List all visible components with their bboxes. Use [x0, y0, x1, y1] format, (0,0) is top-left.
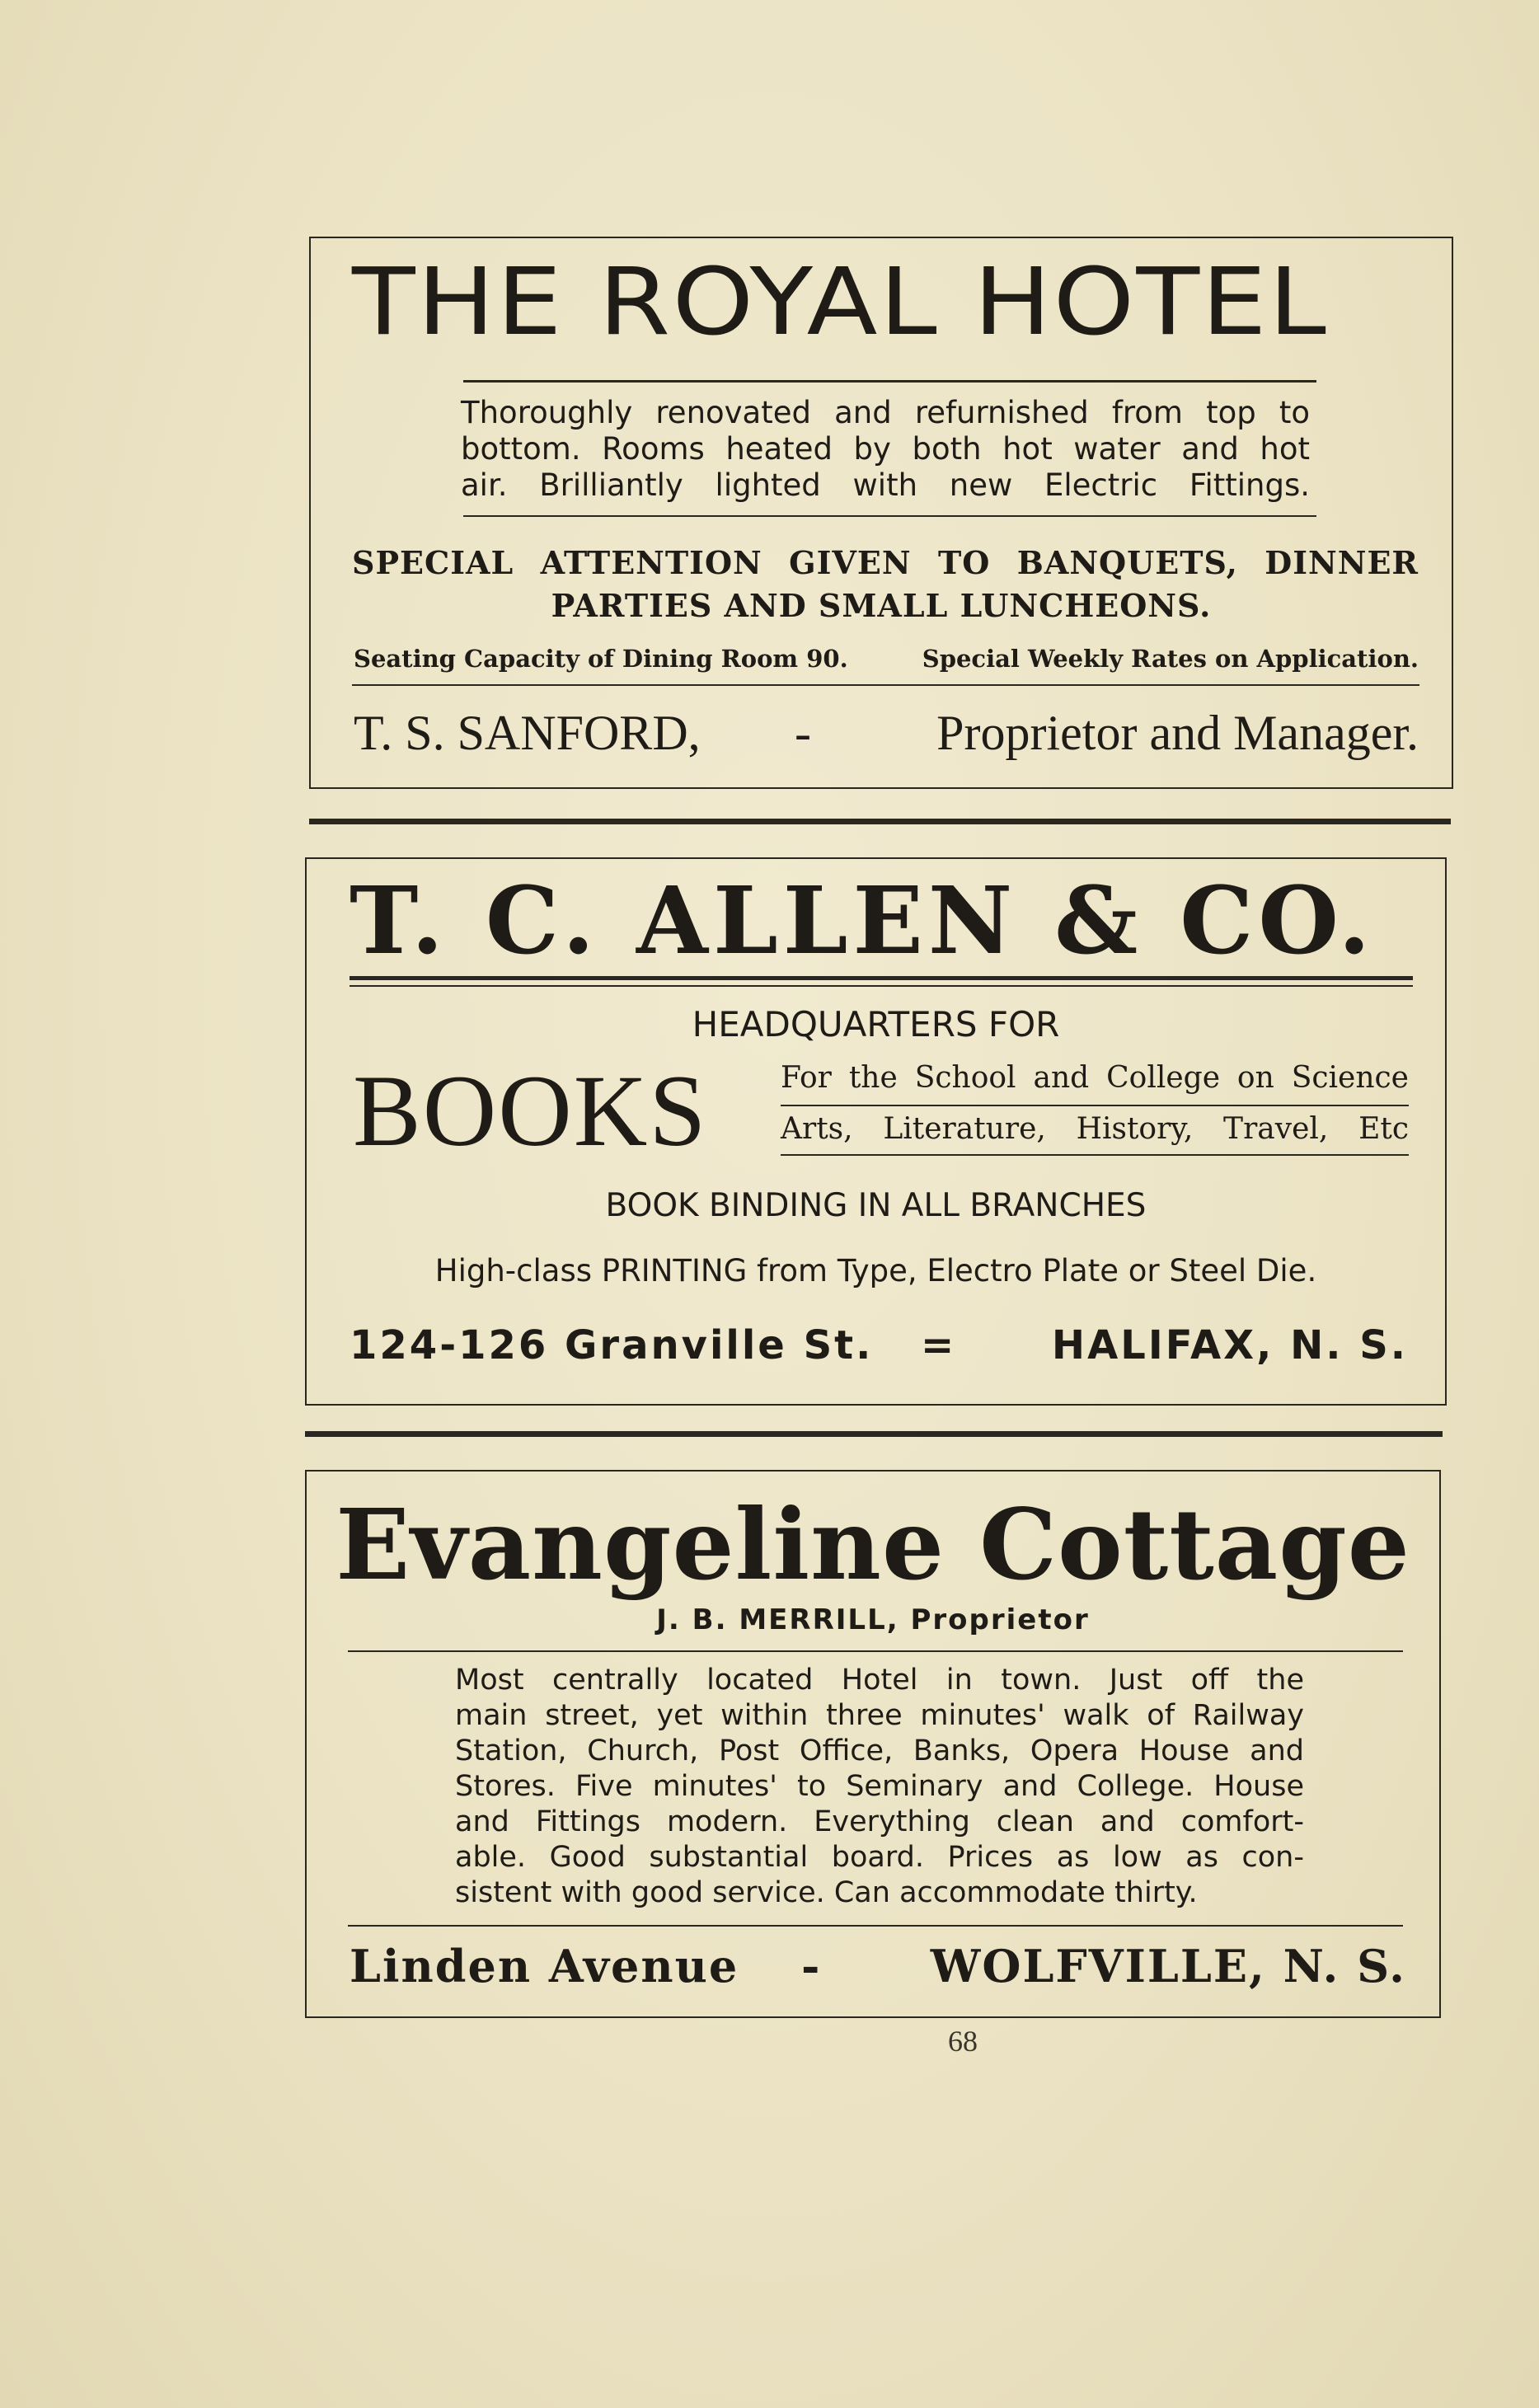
seating-capacity: Seating Capacity of Dining Room 90. — [354, 645, 848, 673]
evangeline-cottage-ad — [305, 1470, 1441, 2018]
title-double-rule — [350, 976, 1413, 980]
seating-rule — [352, 684, 1419, 686]
description-rule — [463, 515, 1316, 517]
allen-address: 124-126 Granville St. — [350, 1322, 874, 1368]
description-line: Station, Church, Post Office, Banks, Opera House and — [455, 1734, 1304, 1767]
title-rule — [463, 380, 1316, 383]
printing-line: High-class PRINTING from Type, Electro Plate or Steel Die. — [434, 1253, 1317, 1288]
evangeline-city: WOLFVILLE, N. S. — [930, 1940, 1406, 1993]
description-line: and Fittings modern. Everything clean and comfort- — [455, 1805, 1304, 1838]
special-attention-line: PARTIES AND SMALL LUNCHEONS. — [551, 587, 1212, 624]
special-attention-line: SPECIAL ATTENTION GIVEN TO BANQUETS, DINNER — [352, 544, 1419, 581]
section-divider — [305, 1431, 1443, 1437]
section-divider — [309, 819, 1451, 824]
books-rule — [781, 1105, 1409, 1106]
weekly-rates: Special Weekly Rates on Application. — [922, 645, 1419, 673]
allen-city: HALIFAX, N. S. — [1051, 1322, 1408, 1368]
evangeline-title: Evangeline Cottage — [335, 1487, 1410, 1602]
title-double-rule — [350, 985, 1413, 987]
tc-allen-title: T. C. ALLEN & CO. — [350, 867, 1376, 975]
page-number: 68 — [948, 2025, 978, 2058]
book-binding-line: BOOK BINDING IN ALL BRANCHES — [605, 1187, 1147, 1224]
description-line: Thoroughly renovated and refurnished from top to — [461, 395, 1310, 430]
footer-separator: - — [801, 1940, 822, 1993]
proprietor-rule — [348, 1650, 1403, 1652]
proprietor-name: T. S. SANFORD, — [354, 706, 701, 760]
description-line: able. Good substantial board. Prices as low as con- — [455, 1841, 1304, 1874]
books-heading: BOOKS — [353, 1054, 708, 1167]
proprietor-role: Proprietor and Manager. — [936, 706, 1419, 760]
description-line: air. Brilliantly lighted with new Electric Fittings. — [461, 467, 1310, 503]
evangeline-description — [455, 1663, 1304, 1911]
description-line: Stores. Five minutes' to Seminary and College. House — [455, 1770, 1304, 1803]
evangeline-street: Linden Avenue — [350, 1940, 739, 1993]
description-line: Most centrally located Hotel in town. Just off the — [455, 1664, 1304, 1697]
proprietor-dash: - — [795, 706, 811, 760]
description-line: sistent with good service. Can accommodate thirty. — [455, 1876, 1198, 1909]
evangeline-proprietor: J. B. MERRILL, Proprietor — [656, 1603, 1090, 1636]
royal-hotel-ad — [309, 237, 1453, 789]
royal-hotel-title: THE ROYAL HOTEL — [352, 249, 1328, 356]
description-rule — [348, 1925, 1403, 1927]
books-rule — [781, 1154, 1409, 1156]
address-separator: = — [921, 1322, 957, 1368]
description-line: bottom. Rooms heated by both hot water and hot — [461, 431, 1310, 467]
books-subjects-line: Arts, Literature, History, Travel, Etc — [781, 1112, 1409, 1146]
headquarters-label: HEADQUARTERS FOR — [692, 1004, 1060, 1044]
description-line: main street, yet within three minutes' walk of Railway — [455, 1699, 1304, 1732]
royal-hotel-description — [461, 395, 1310, 504]
books-subjects-line: For the School and College on Science — [781, 1061, 1409, 1095]
tc-allen-ad — [305, 857, 1447, 1406]
